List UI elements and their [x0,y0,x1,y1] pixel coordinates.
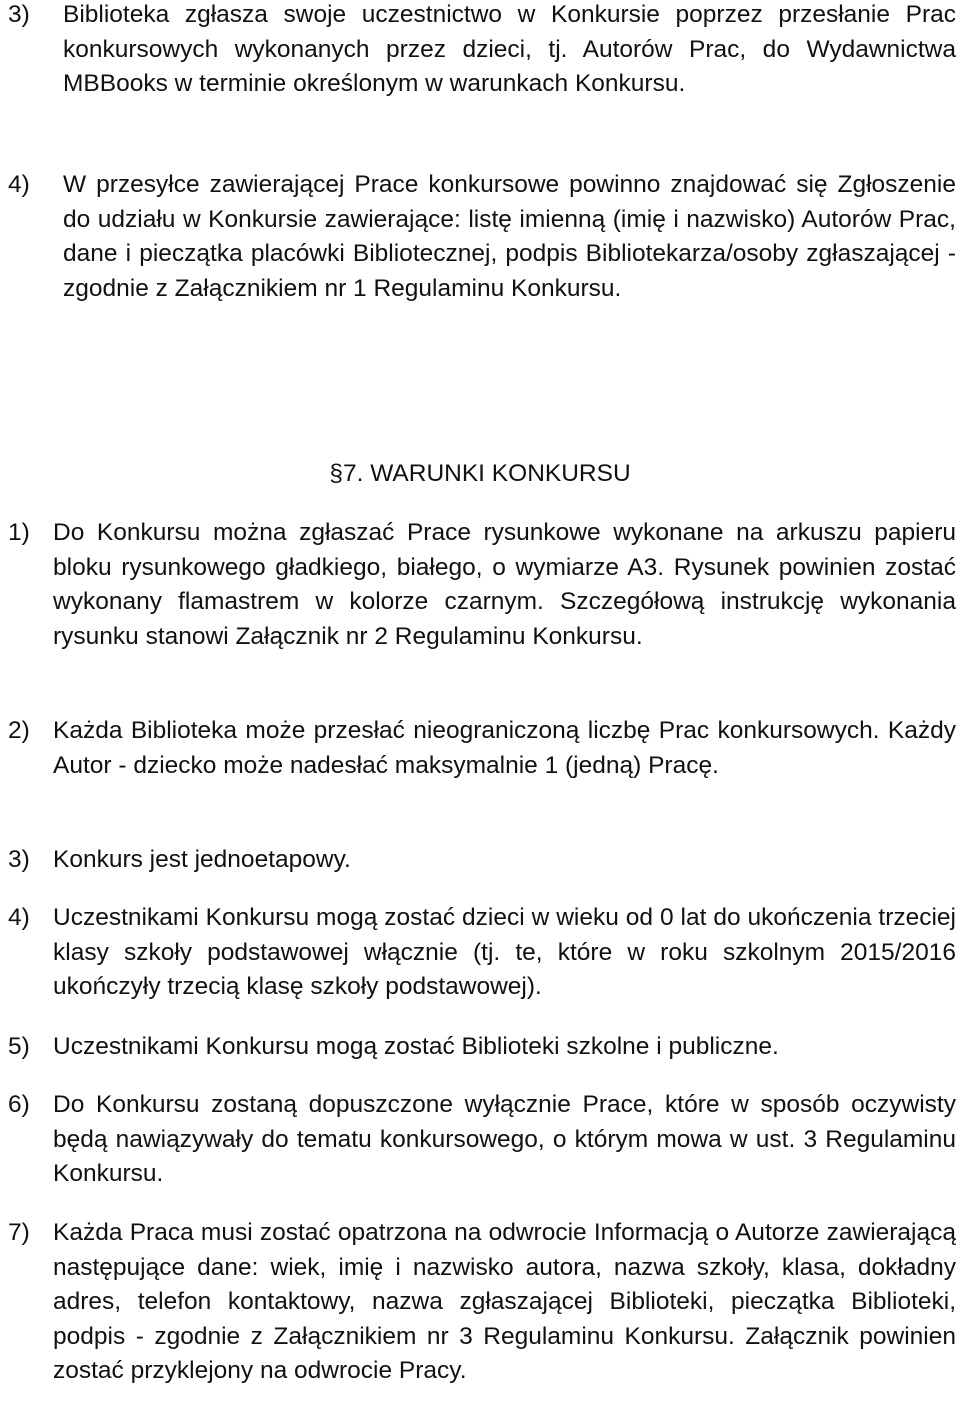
list-item [8,1030,956,1065]
list-item [8,901,956,1005]
list-item [8,168,956,306]
list-item [8,1088,956,1192]
list-item-number: 3) [8,1,30,28]
list-item [8,516,956,654]
list-item [8,843,956,878]
list-item-text: Konkurs jest jednoetapowy. [53,846,351,873]
list-item-text: Do Konkursu można zgłaszać Prace rysunkowe wykonane na arkuszu papieru bloku rysunkowego gładkiego, białego, o wymiarze A3. Rysunek powinien zostać wykonany flamastrem w kolorze czarnym. Szczegółową instrukcję wykonania rysunku stanowi Załącznik nr 2 Regulaminu Konkursu. [53,519,956,650]
list-item-number: 6) [8,1091,30,1118]
list-item-number: 3) [8,846,30,873]
list-item-text: Uczestnikami Konkursu mogą zostać dzieci w wieku od 0 lat do ukończenia trzeciej klasy szkoły podstawowej włącznie (tj. te, które w roku szkolnym 2015/2016 ukończyły trzecią klasę szkoły podstawowej). [53,904,956,1000]
list-item [8,1216,956,1389]
list-item-text: W przesyłce zawierającej Prace konkursowe powinno znajdować się Zgłoszenie do udziału w Konkursie zawierające: listę imienną (imię i nazwisko) Autorów Prac, dane i pieczątka placówki Bibliotecznej, podpis Bibliotekarza/osoby zgłaszającej - zgodnie z Załącznikiem nr 1 Regulaminu Konkursu. [63,171,956,302]
section-heading: §7. WARUNKI KONKURSU [329,460,631,487]
list-item-text: Biblioteka zgłasza swoje uczestnictwo w Konkursie poprzez przesłanie Prac konkursowych wykonanych przez dzieci, tj. Autorów Prac, do Wydawnictwa MBBooks w terminie określonym w warunkach Konkursu. [63,1,956,97]
list-item-number: 2) [8,717,30,744]
list-item-text: Do Konkursu zostaną dopuszczone wyłącznie Prace, które w sposób oczywisty będą nawiązywały do tematu konkursowego, o którym mowa w ust. 3 Regulaminu Konkursu. [53,1091,956,1187]
list-item-number: 4) [8,171,30,198]
list-item-text: Każda Praca musi zostać opatrzona na odwrocie Informacją o Autorze zawierającą następujące dane: wiek, imię i nazwisko autora, nazwa szkoły, klasa, dokładny adres, telefon kontaktowy, nazwa zgłaszającej Biblioteki, pieczątka Biblioteki, podpis - zgodnie z Załącznikiem nr 3 Regulaminu Konkursu. Załącznik powinien zostać przyklejony na odwrocie Pracy. [53,1219,956,1384]
list-item-number: 4) [8,904,30,931]
list-item-number: 5) [8,1033,30,1060]
list-item-text: Uczestnikami Konkursu mogą zostać Biblioteki szkolne i publiczne. [53,1033,779,1060]
list-item [8,0,956,102]
list-item-number: 1) [8,519,30,546]
list-item-number: 7) [8,1219,30,1246]
list-item-text: Każda Biblioteka może przesłać nieograniczoną liczbę Prac konkursowych. Każdy Autor - dziecko może nadesłać maksymalnie 1 (jedną) Pracę. [53,717,956,779]
list-item [8,714,956,783]
